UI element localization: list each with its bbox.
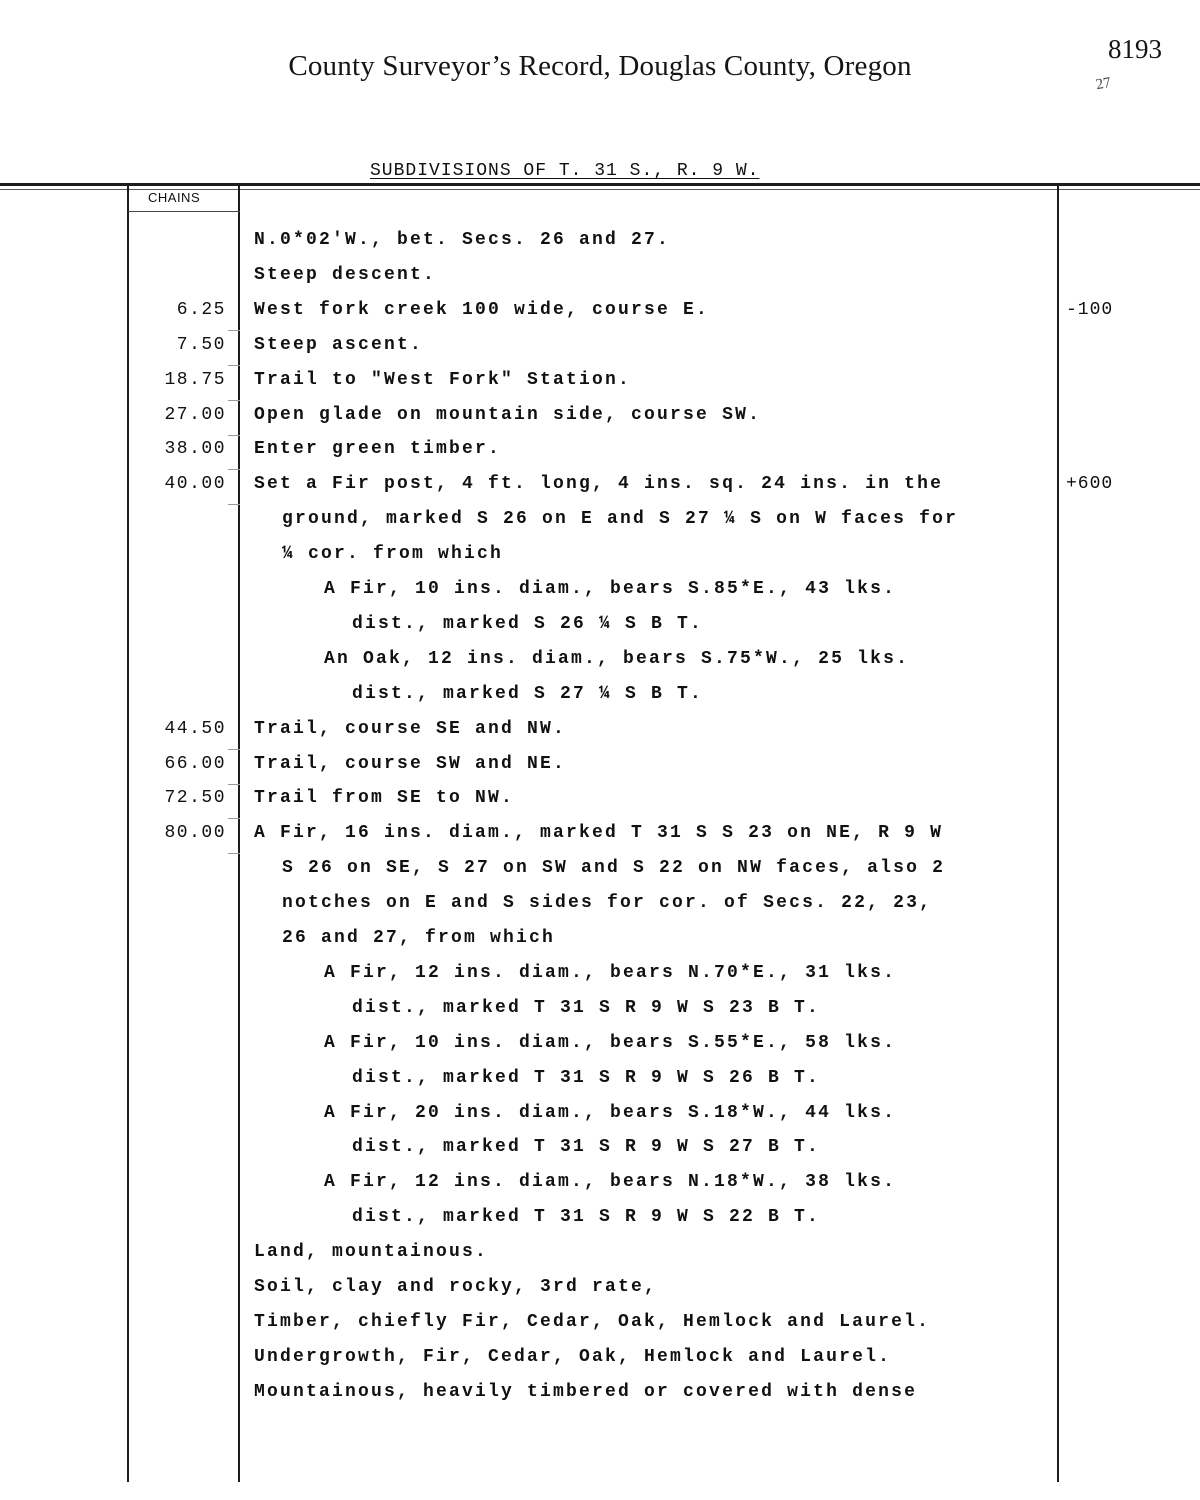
survey-text: Land, mountainous. <box>254 1242 489 1263</box>
chain-value: 80.00 <box>164 823 226 844</box>
survey-text: Soil, clay and rocky, 3rd rate, <box>254 1277 658 1297</box>
survey-text: Enter green timber. <box>254 439 502 460</box>
survey-row <box>0 1242 1200 1277</box>
survey-row <box>0 370 1200 405</box>
survey-text: Steep descent. <box>254 264 437 285</box>
survey-text: dist., marked T 31 S R 9 W S 23 B T. <box>352 997 821 1018</box>
chain-value: 72.50 <box>164 788 226 809</box>
survey-text: Trail to "West Fork" Station. <box>254 369 632 390</box>
survey-row <box>0 1277 1200 1312</box>
survey-row <box>0 1207 1200 1242</box>
survey-text: Trail, course SE and NW. <box>254 718 567 739</box>
survey-text: S 26 on SE, S 27 on SW and S 22 on NW faces, also 2 <box>282 858 946 879</box>
survey-row <box>0 1033 1200 1068</box>
page-number: 8193 <box>1108 34 1162 64</box>
survey-text: dist., marked S 26 ¼ S B T. <box>352 613 704 634</box>
survey-text: notches on E and S sides for cor. of Secs. 22, 23, <box>282 893 933 914</box>
survey-text: dist., marked S 27 ¼ S B T. <box>352 683 704 704</box>
row-tick <box>228 853 240 854</box>
margin-note: +600 <box>1066 474 1114 495</box>
row-tick <box>228 749 240 750</box>
survey-row <box>0 858 1200 893</box>
survey-row <box>0 544 1200 579</box>
survey-row <box>0 579 1200 614</box>
survey-row <box>0 300 1200 335</box>
survey-text: A Fir, 10 ins. diam., bears S.55*E., 58 lks. <box>324 1032 897 1053</box>
survey-row <box>0 823 1200 858</box>
chain-value: 40.00 <box>164 474 226 495</box>
survey-text: West fork creek 100 wide, course E. <box>254 299 710 320</box>
survey-row <box>0 230 1200 265</box>
survey-text: 26 and 27, from which <box>282 928 556 948</box>
survey-text: ¼ cor. from which <box>282 544 504 565</box>
chain-value: 18.75 <box>164 369 226 390</box>
chain-value: 38.00 <box>164 439 226 460</box>
row-tick <box>228 469 240 470</box>
survey-row <box>0 509 1200 544</box>
survey-text: Set a Fir post, 4 ft. long, 4 ins. sq. 24 ins. in the <box>254 474 944 495</box>
survey-text: Mountainous, heavily timbered or covered with dense <box>254 1381 918 1402</box>
survey-text: Steep ascent. <box>254 334 424 355</box>
header-rule <box>0 183 1200 186</box>
survey-row <box>0 963 1200 998</box>
page-note: 27 <box>1094 74 1113 94</box>
chain-value: 6.25 <box>176 299 226 320</box>
survey-row <box>0 1382 1200 1417</box>
survey-text: Timber, chiefly Fir, Cedar, Oak, Hemlock and Laurel. <box>254 1311 931 1332</box>
survey-row <box>0 649 1200 684</box>
survey-text: Trail from SE to NW. <box>254 788 515 809</box>
survey-text: A Fir, 12 ins. diam., bears N.18*W., 38 lks. <box>324 1172 897 1193</box>
survey-row <box>0 1103 1200 1138</box>
survey-row <box>0 998 1200 1033</box>
chains-label-rule <box>128 211 240 212</box>
survey-row <box>0 1068 1200 1103</box>
subdivision-title: SUBDIVISIONS OF T. 31 S., R. 9 W. <box>370 161 760 181</box>
survey-row <box>0 1347 1200 1382</box>
chain-value: 27.00 <box>164 404 226 425</box>
survey-row <box>0 1312 1200 1347</box>
survey-text: N.0*02'W., bet. Secs. 26 and 27. <box>254 230 671 250</box>
survey-row <box>0 439 1200 474</box>
survey-row <box>0 788 1200 823</box>
survey-row <box>0 614 1200 649</box>
chain-value: 44.50 <box>164 718 226 739</box>
survey-row <box>0 719 1200 754</box>
survey-text: ground, marked S 26 on E and S 27 ¼ S on W faces for <box>282 509 959 530</box>
survey-text: Open glade on mountain side, course SW. <box>254 404 762 425</box>
survey-text: A Fir, 20 ins. diam., bears S.18*W., 44 lks. <box>324 1102 897 1123</box>
page-title: County Surveyor’s Record, Douglas County, Oregon <box>288 50 912 82</box>
row-tick <box>228 365 240 366</box>
survey-row <box>0 1137 1200 1172</box>
chains-column-label: CHAINS <box>148 190 201 205</box>
survey-text: A Fir, 12 ins. diam., bears N.70*E., 31 lks. <box>324 962 897 983</box>
row-tick <box>228 435 240 436</box>
survey-text: A Fir, 16 ins. diam., marked T 31 S S 23 on NE, R 9 W <box>254 823 944 844</box>
chain-value: 66.00 <box>164 753 226 774</box>
row-tick <box>228 400 240 401</box>
survey-row <box>0 684 1200 719</box>
survey-row <box>0 928 1200 963</box>
margin-note: -100 <box>1066 299 1114 320</box>
survey-text: dist., marked T 31 S R 9 W S 22 B T. <box>352 1207 821 1228</box>
chain-value: 7.50 <box>176 334 226 355</box>
row-tick <box>228 504 240 505</box>
row-tick <box>228 818 240 819</box>
survey-row <box>0 405 1200 440</box>
survey-text: Undergrowth, Fir, Cedar, Oak, Hemlock and Laurel. <box>254 1346 892 1367</box>
survey-row <box>0 265 1200 300</box>
survey-text: dist., marked T 31 S R 9 W S 27 B T. <box>352 1137 821 1158</box>
row-tick <box>228 330 240 331</box>
survey-row <box>0 1172 1200 1207</box>
survey-row <box>0 754 1200 789</box>
row-tick <box>228 784 240 785</box>
survey-text: A Fir, 10 ins. diam., bears S.85*E., 43 lks. <box>324 579 897 599</box>
survey-text: dist., marked T 31 S R 9 W S 26 B T. <box>352 1067 821 1088</box>
survey-row <box>0 474 1200 509</box>
survey-text: Trail, course SW and NE. <box>254 753 567 774</box>
survey-text: An Oak, 12 ins. diam., bears S.75*W., 25 lks. <box>324 648 910 669</box>
survey-row <box>0 335 1200 370</box>
survey-row <box>0 893 1200 928</box>
